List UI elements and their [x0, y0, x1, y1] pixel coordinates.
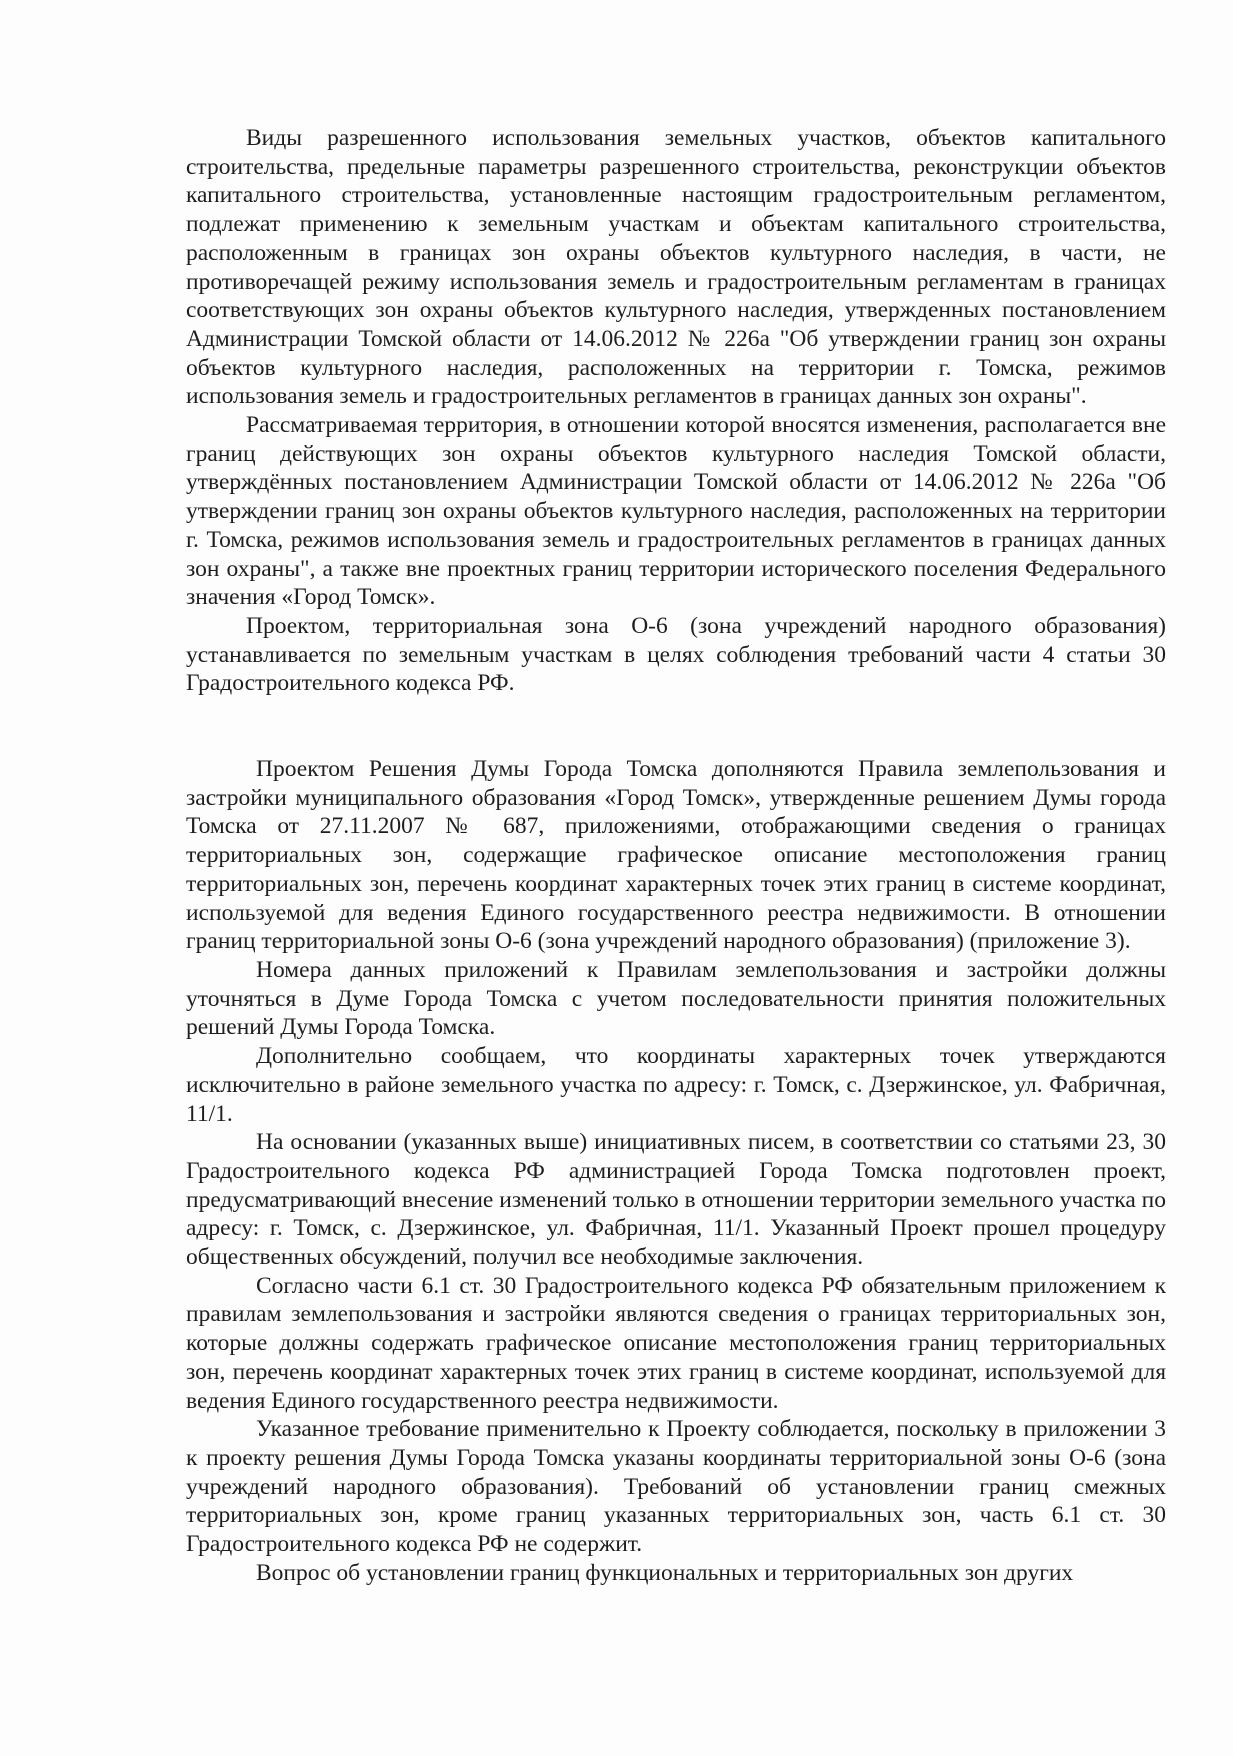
paragraph-article-30-requirement: Согласно части 6.1 ст. 30 Градостроительного кодекса РФ обязательным приложением к правилам землепользования и застройки являются сведения о границах территориальных зон, которые должны содержать графическое описание местоположения границ территориальных зон, перечень координат характерных точек этих границ в системе координат, используемой для ведения Единого государственного реестра недвижимости.	[186, 1272, 1166, 1414]
paragraph-permitted-use: Виды разрешенного использования земельных участков, объектов капитального строительства, предельные параметры разрешенного строительства, реконструкции объектов капитального строительства, установленные настоящим градостроительным регламентом, подлежат применению к земельным участкам и объектам капитального строительства, расположенным в границах зон охраны объектов культурного наследия, в части, не противоречащей режиму использования земель и градостроительным регламентам в границах соответствующих зон охраны объектов культурного наследия, утвержденных постановлением Администрации Томской области от 14.06.2012 № 226а "Об утверждении границ зон охраны объектов культурного наследия, расположенных на территории г. Томска, режимов использования земель и градостроительных регламентов в границах данных зон охраны".	[186, 125, 1166, 410]
document-body	[186, 124, 1166, 1587]
paragraph-requirement-compliance: Указанное требование применительно к Проекту соблюдается, поскольку в приложении 3 к проекту решения Думы Города Томска указаны координаты территориальной зоны О-6 (зона учреждений народного образования). Требований об установлении границ смежных территориальных зон, кроме границ указанных территориальных зон, часть 6.1 ст. 30 Градостроительного кодекса РФ не содержит.	[186, 1416, 1166, 1558]
paragraph-coordinates-note: Дополнительно сообщаем, что координаты характерных точек утверждаются исключительно в районе земельного участка по адресу: г. Томск, с. Дзержинское, ул. Фабричная, 11/1.	[186, 1043, 1166, 1127]
paragraph-appendix-numbers: Номера данных приложений к Правилам землепользования и застройки должны уточняться в Думе Города Томска с учетом последовательности принятия положительных решений Думы Города Томска.	[186, 956, 1166, 1041]
paragraph-zone-o6-established: Проектом, территориальная зона О-6 (зона учреждений народного образования) устанавливается по земельным участкам в целях соблюдения требований части 4 статьи 30 Градостроительного кодекса РФ.	[186, 612, 1166, 697]
paragraph-territory-location: Рассматриваемая территория, в отношении которой вносятся изменения, располагается вне границ действующих зон охраны объектов культурного наследия Томской области, утверждённых постановлением Администрации Томской области от 14.06.2012 № 226а "Об утверждении границ зон охраны объектов культурного наследия, расположенных на территории г. Томска, режимов использования земель и градостроительных регламентов в границах данных зон охраны", а также вне проектных границ территории исторического поселения Федерального значения «Город Томск».	[186, 412, 1166, 611]
paragraph-duma-decision-project: Проектом Решения Думы Города Томска дополняются Правила землепользования и застройки муниципального образования «Город Томск», утвержденные решением Думы города Томска от 27.11.2007 № 687, приложениями, отображающими сведения о границах территориальных зон, содержащие графическое описание местоположения границ территориальных зон, перечень координат характерных точек этих границ в системе координат, используемой для ведения Единого государственного реестра недвижимости. В отношении границ территориальной зоны О-6 (зона учреждений народного образования) (приложение 3).	[186, 756, 1166, 955]
paragraph-other-zones-question: Вопрос об установлении границ функциональных и территориальных зон других	[256, 1559, 1074, 1586]
paragraph-initiative-letters: На основании (указанных выше) инициативных писем, в соответствии со статьями 23, 30 Градостроительного кодекса РФ администрацией Города Томска подготовлен проект, предусматривающий внесение изменений только в отношении территории земельного участка по адресу: г. Томск, с. Дзержинское, ул. Фабричная, 11/1. Указанный Проект прошел процедуру общественных обсуждений, получил все необходимые заключения.	[186, 1129, 1166, 1271]
